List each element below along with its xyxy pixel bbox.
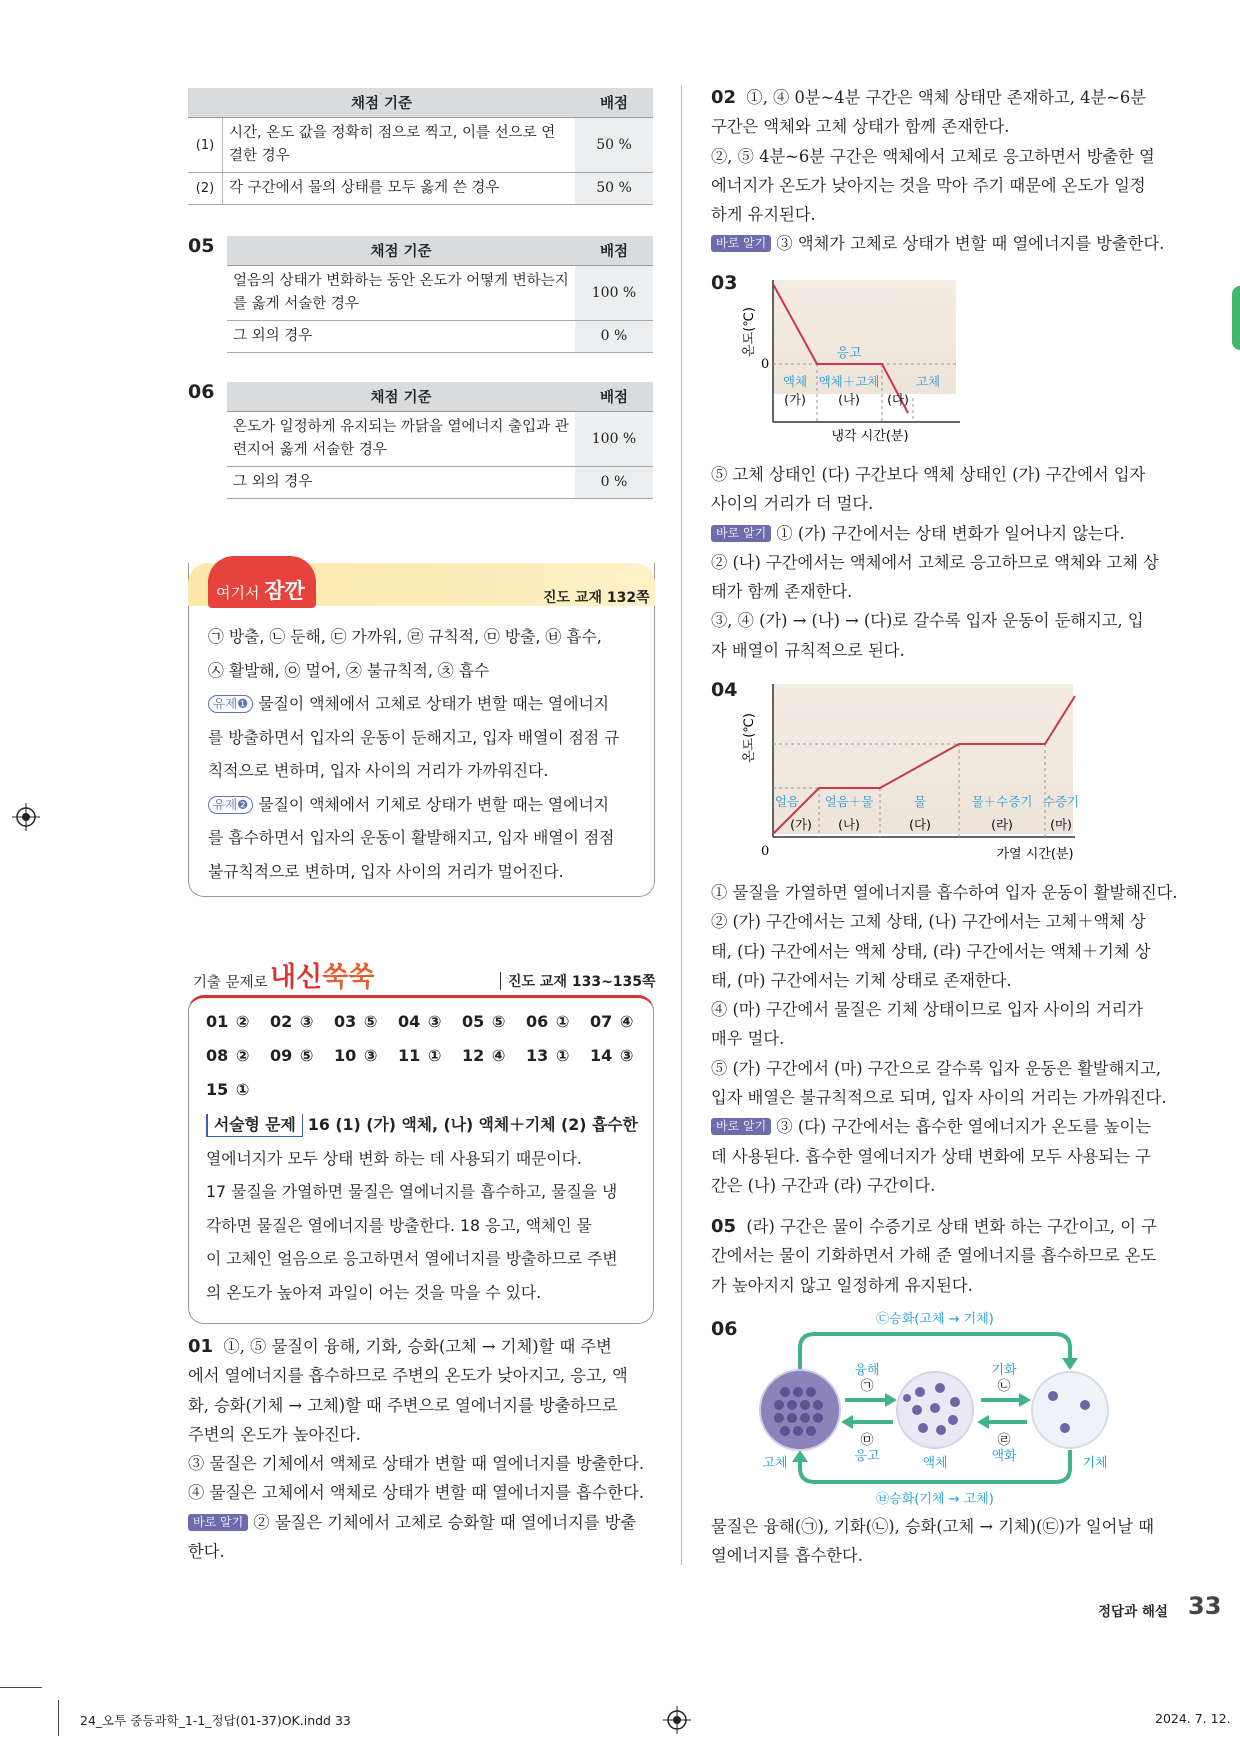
svg-text:(나): (나) (838, 392, 860, 407)
svg-text:㉣: ㉣ (997, 1433, 1011, 1448)
essay-answers: 서술형 문제 16 (1) (가) 액체, (나) 액체＋기체 (2) 흡수한 열에너지가 모두 상태 변화 하는 데 사용되기 때문이다. 17 물질을 가열하면 물질은 열에너지를 흡수하고, 물질을 냉 각하면 물질은 열에너지를 방출한다. 18 응고, 액체인 물 이 고체인 얼음으로 응고하면서 열에너지를 방출하므로 주변 의 온도가 높아져 과일이 어는 것을 막을 수 있다. (206, 1115, 638, 1302)
essay-tag: 서술형 문제 (206, 1114, 303, 1137)
svg-text:얼음＋물: 얼음＋물 (824, 794, 874, 809)
svg-text:㉠: ㉠ (860, 1379, 874, 1394)
svg-text:액체: 액체 (922, 1456, 948, 1471)
svg-text:0: 0 (761, 357, 770, 372)
score-table-06: 채점 기준 배점 온도가 일정하게 유지되는 까닭을 열에너지 출입과 관련지어 옳게 서술한 경우 100 % 그 외의 경우 0 % (227, 382, 653, 499)
state-change-diagram (755, 1310, 1140, 1505)
gas-particles-icon (1032, 1372, 1108, 1448)
table-row: 얼음의 상태가 변화하는 동안 온도가 어떻게 변하는지를 옳게 서술한 경우 100 % (227, 266, 653, 321)
chapter-tab (1232, 286, 1240, 350)
table-row: 그 외의 경우 0 % (227, 467, 653, 499)
svg-text:액화: 액화 (991, 1449, 1017, 1464)
svg-text:수증기: 수증기 (1042, 794, 1080, 809)
column-divider (681, 85, 682, 1565)
quick-check-body: ㉠ 방출, ㉡ 둔해, ㉢ 가까워, ㉣ 규칙적, ㉤ 방출, ㉥ 흡수, ㉦ 활발해, ㉧ 멀어, ㉨ 불규칙적, ㉩ 흡수 유제❶ 물질이 액체에서 고체로 상태가 변할 때는 열에너지 를 방출하면서 입자의 운동이 둔해지고, 입자 배열이 점점 규 칙적으로 변하며, 입자 사이의 거리가 가까워진다. 유제❷ 물질이 액체에서 기체로 상태가 변할 때는 열에너지 를 흡수하면서 입자의 운동이 활발해지고, 입자 배열이 점점 불규칙적으로 변하며, 입자 사이의 거리가 멀어진다. (208, 627, 620, 881)
y-axis-label: 온도(℃) (742, 713, 757, 763)
table-row: (2) 각 구간에서 물의 상태를 모두 옳게 쓴 경우 50 % (188, 173, 653, 205)
svg-text:고체: 고체 (915, 374, 941, 389)
svg-text:고체: 고체 (762, 1456, 788, 1471)
svg-text:(라): (라) (991, 817, 1013, 832)
svg-text:물: 물 (913, 794, 927, 809)
footer-file: 24_오투 중등과학_1-1_정답(01-37)OK.indd 33 (80, 1713, 351, 1728)
y-axis-label: 온도(℃) (742, 307, 757, 357)
table-row: (1) 시간, 온도 값을 정확히 점으로 찍고, 이를 선으로 연결한 경우 50 % (188, 118, 653, 173)
svg-text:(가): (가) (790, 817, 812, 832)
quick-check-label: 여기서 잠깐 (216, 579, 305, 603)
answer-list: 01 ② 02 ③ 03 ⑤ 04 ③ 05 ⑤ 06 ① 07 ④ 08 ② 09 ⑤ 10 ③ 11 ① 12 ④ 13 ① 14 ③ 15 ① (206, 1012, 634, 1099)
correction-badge: 바로 알기 (711, 235, 771, 252)
svg-text:기체: 기체 (1082, 1456, 1108, 1471)
svg-text:0: 0 (761, 844, 770, 859)
graph-area (773, 684, 1073, 834)
heating-curve-graph (742, 680, 1090, 868)
cooling-curve-graph (742, 272, 975, 450)
svg-text:액체＋고체: 액체＋고체 (818, 374, 880, 389)
exam-box-ref: 진도 교재 133~135쪽 (508, 974, 656, 990)
example-badge-2: 유제❷ (208, 796, 253, 814)
score-table-05: 채점 기준 배점 얼음의 상태가 변화하는 동안 온도가 어떻게 변하는지를 옳게 서술한 경우 100 % 그 외의 경우 0 % (227, 236, 653, 353)
svg-text:(마): (마) (1050, 817, 1072, 832)
score-table-04 (188, 88, 653, 205)
table-row: 온도가 일정하게 유지되는 까닭을 열에너지 출입과 관련지어 옳게 서술한 경우 100 % (227, 412, 653, 467)
solution-01: 01 ①, ⑤ 물질이 융해, 기화, 승화(고체 → 기체)할 때 주변 에서 열에너지를 흡수하므로 주변의 온도가 낮아지고, 응고, 액 화, 승화(기체 → 고체)할 때 주변으로 열에너지를 방출하므로 주변의 온도가 높아진다. ③ 물질은 기체에서 액체로 상태가 변할 때 열에너지를 방출한다. ④ 물질은 고체에서 액체로 상태가 변할 때 열에너지를 흡수한다. 바로 알기 ② 물질은 기체에서 고체로 승화할 때 열에너지를 방출 한다. (188, 1336, 645, 1562)
table-header-score: 배점 (575, 88, 653, 118)
svg-text:응고: 응고 (854, 1449, 880, 1464)
x-axis-label: 가열 시간(분) (996, 847, 1074, 862)
table-header-criteria: 채점 기준 (188, 88, 575, 118)
correction-badge: 바로 알기 (188, 1514, 248, 1531)
svg-text:(가): (가) (784, 392, 806, 407)
solution-04: ① 물질을 가열하면 열에너지를 흡수하여 입자 운동이 활발해진다. ② (가) 구간에서는 고체 상태, (나) 구간에서는 고체＋액체 상 태, (다) 구간에서는 액체 상태, (라) 구간에서는 액체＋기체 상 태, (마) 구간에서는 기체 상태로 존재한다. ④ (마) 구간에서 물질은 기체 상태이므로 입자 사이의 거리가 매우 멀다. ⑤ (가) 구간에서 (마) 구간으로 갈수록 입자 운동은 활발해지고, 입자 배열은 불규칙적으로 되며, 입자 사이의 거리는 가까워진다. 바로 알기 ③ (다) 구간에서는 흡수한 열에너지가 온도를 높이는 데 사용된다. 흡수한 열에너지가 상태 변화에 모두 사용되는 구 간은 (나) 구간과 (라) 구간이다. (711, 883, 1178, 1195)
question-number-05: 05 (188, 235, 215, 257)
svg-text:(다): (다) (887, 392, 909, 407)
registration-mark-icon (663, 1706, 691, 1734)
quick-check-ref: 진도 교재 132쪽 (543, 590, 650, 606)
footer-section: 정답과 해설 (1098, 1604, 1168, 1620)
exam-box-title: 내신쑥쑥 (270, 962, 375, 993)
x-axis-label: 냉각 시간(분) (831, 429, 909, 444)
question-number-04: 04 (711, 679, 738, 701)
registration-mark-icon (12, 803, 40, 831)
svg-text:(다): (다) (909, 817, 931, 832)
svg-text:(나): (나) (838, 817, 860, 832)
question-number-03: 03 (711, 272, 738, 294)
svg-text:액체: 액체 (782, 374, 808, 389)
label-sublimation-up: ㉢승화(고체 → 기체) (876, 1312, 994, 1327)
correction-badge: 바로 알기 (711, 525, 771, 542)
exam-box-pre: 기출 문제로 (193, 975, 268, 991)
svg-text:㉤: ㉤ (860, 1433, 874, 1448)
solution-02: 02 ①, ④ 0분~4분 구간은 액체 상태만 존재하고, 4분~6분 구간은 액체와 고체 상태가 함께 존재한다. ②, ⑤ 4분~6분 구간은 액체에서 고체로 응고하면서 방출한 열 에너지가 온도가 낮아지는 것을 막아 주기 때문에 온도가 일정 하게 유지된다. 바로 알기 ③ 액체가 고체로 상태가 변할 때 열에너지를 방출한다. (711, 87, 1165, 254)
footer-date: 2024. 7. 12. (1155, 1711, 1231, 1726)
solution-05: 05 (라) 구간은 물이 수증기로 상태 변화 하는 구간이고, 이 구 간에서는 물이 기화하면서 가해 준 열에너지를 흡수하므로 온도 가 높아지지 않고 일정하게 유지된다. (711, 1216, 1157, 1295)
svg-text:㉡: ㉡ (997, 1379, 1011, 1394)
solution-03: ⑤ 고체 상태인 (다) 구간보다 액체 상태인 (가) 구간에서 입자 사이의 거리가 더 멀다. 바로 알기 ① (가) 구간에서는 상태 변화가 일어나지 않는다. ② (나) 구간에서는 액체에서 고체로 응고하므로 액체와 고체 상 태가 함께 존재한다. ③, ④ (가) → (나) → (다)로 갈수록 입자 운동이 둔해지고, 입 자 배열이 규칙적으로 된다. (711, 465, 1159, 660)
svg-text:얼음: 얼음 (774, 794, 800, 809)
label-sublimation-down: ㉥승화(기체 → 고체) (876, 1492, 994, 1507)
svg-text:물＋수증기: 물＋수증기 (971, 794, 1033, 809)
correction-badge: 바로 알기 (711, 1118, 771, 1135)
solution-06: 물질은 융해(㉠), 기화(㉡), 승화(고체 → 기체)(㉢)가 일어날 때 열에너지를 흡수한다. (711, 1517, 1154, 1566)
label-freezing: 응고 (836, 346, 862, 361)
table-row: 그 외의 경우 0 % (227, 321, 653, 353)
question-number-06: 06 (188, 381, 215, 403)
example-badge-1: 유제❶ (208, 695, 253, 713)
svg-text:기화: 기화 (991, 1363, 1017, 1378)
page-number: 33 (1188, 1592, 1222, 1620)
question-number-06-sol: 06 (711, 1318, 738, 1340)
svg-text:융해: 융해 (854, 1363, 880, 1378)
